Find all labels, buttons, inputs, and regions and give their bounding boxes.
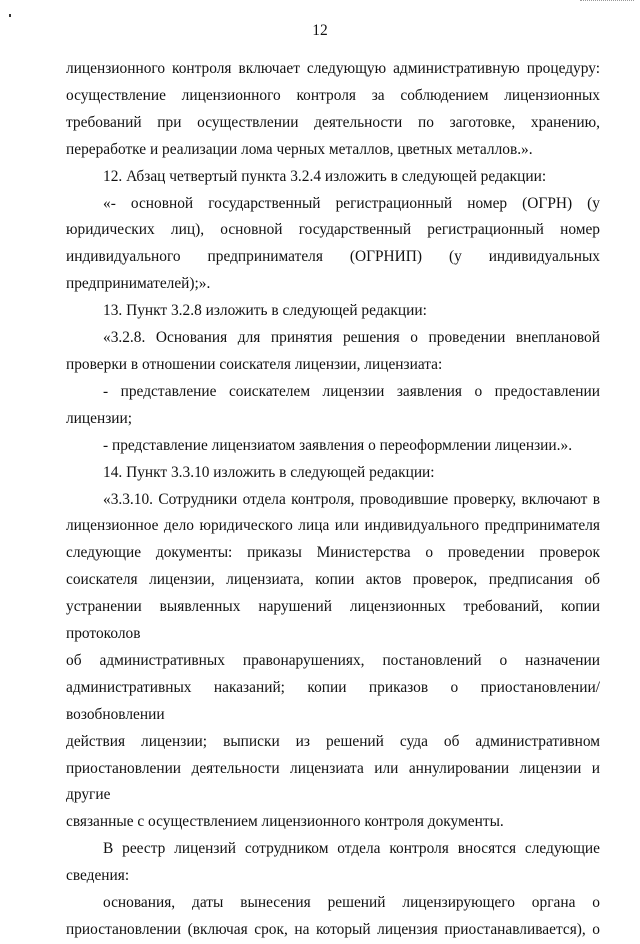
text-line: сведения: [66, 867, 130, 885]
text-line: приостановлении деятельности лицензиата или аннулировании лицензии и другие [66, 759, 600, 804]
text-line: требований при осуществлении деятельности по заготовке, хранению, [66, 113, 600, 131]
text-line: - представление соискателем лицензии заявления о предоставлении [103, 382, 600, 400]
document-body [66, 56, 600, 944]
text-line: лицензионного контроля включает следующую административную процедуру: [66, 60, 600, 77]
scan-mark [9, 14, 11, 17]
text-line: «3.2.8. Основания для принятия решения о проведении внеплановой [103, 329, 600, 347]
text-line: - представление лицензиатом заявления о переоформлении лицензии.». [103, 436, 573, 454]
text-line: соискателя лицензии, лицензиата, копии актов проверок, предписания об [66, 571, 600, 589]
text-line: В реестр лицензий сотрудником отдела контроля вносятся следующие [103, 840, 600, 858]
page-number: 12 [312, 22, 328, 39]
text-line: устранении выявленных нарушений лицензионных требований, копии протоколов [66, 598, 600, 643]
text-line: об административных правонарушениях, постановлений о назначении [66, 651, 600, 669]
text-line: юридических лиц), основной государственный регистрационный номер [66, 221, 600, 239]
corner-mark [580, 0, 634, 5]
text-line: индивидуального предпринимателя (ОГРНИП) (у индивидуальных [66, 248, 600, 266]
text-line: действия лицензии; выписки из решений суда об административном [66, 732, 600, 750]
text-line: проверки в отношении соискателя лицензии, лицензиата: [66, 355, 443, 373]
text-line: приостановлении (включая срок, на который лицензия приостанавливается), о [66, 921, 600, 938]
text-line: основания, даты вынесения решений лицензирующего органа о [103, 894, 600, 912]
text-line: связанные с осуществлением лицензионного контроля документы. [66, 813, 504, 831]
text-line: «3.3.10. Сотрудники отдела контроля, проводившие проверку, включают в [103, 490, 600, 508]
text-line: 14. Пункт 3.3.10 изложить в следующей редакции: [103, 463, 435, 481]
text-line: предпринимателей);». [66, 275, 211, 293]
text-line: 13. Пункт 3.2.8 изложить в следующей редакции: [103, 302, 427, 320]
text-line: осуществление лицензионного контроля за соблюдением лицензионных [66, 86, 600, 104]
text-line: лицензионное дело юридического лица или индивидуального предпринимателя [66, 517, 600, 535]
text-line: лицензии; [66, 409, 133, 427]
text-line: «- основной государственный регистрационный номер (ОГРН) (у [103, 194, 600, 212]
text-line: следующие документы: приказы Министерства о проведении проверок [66, 544, 600, 562]
text-line: административных наказаний; копии приказов о приостановлении/возобновлении [66, 678, 600, 723]
text-line: переработке и реализации лома черных металлов, цветных металлов.». [66, 140, 533, 158]
text-line: 12. Абзац четвертый пункта 3.2.4 изложить в следующей редакции: [103, 167, 547, 185]
